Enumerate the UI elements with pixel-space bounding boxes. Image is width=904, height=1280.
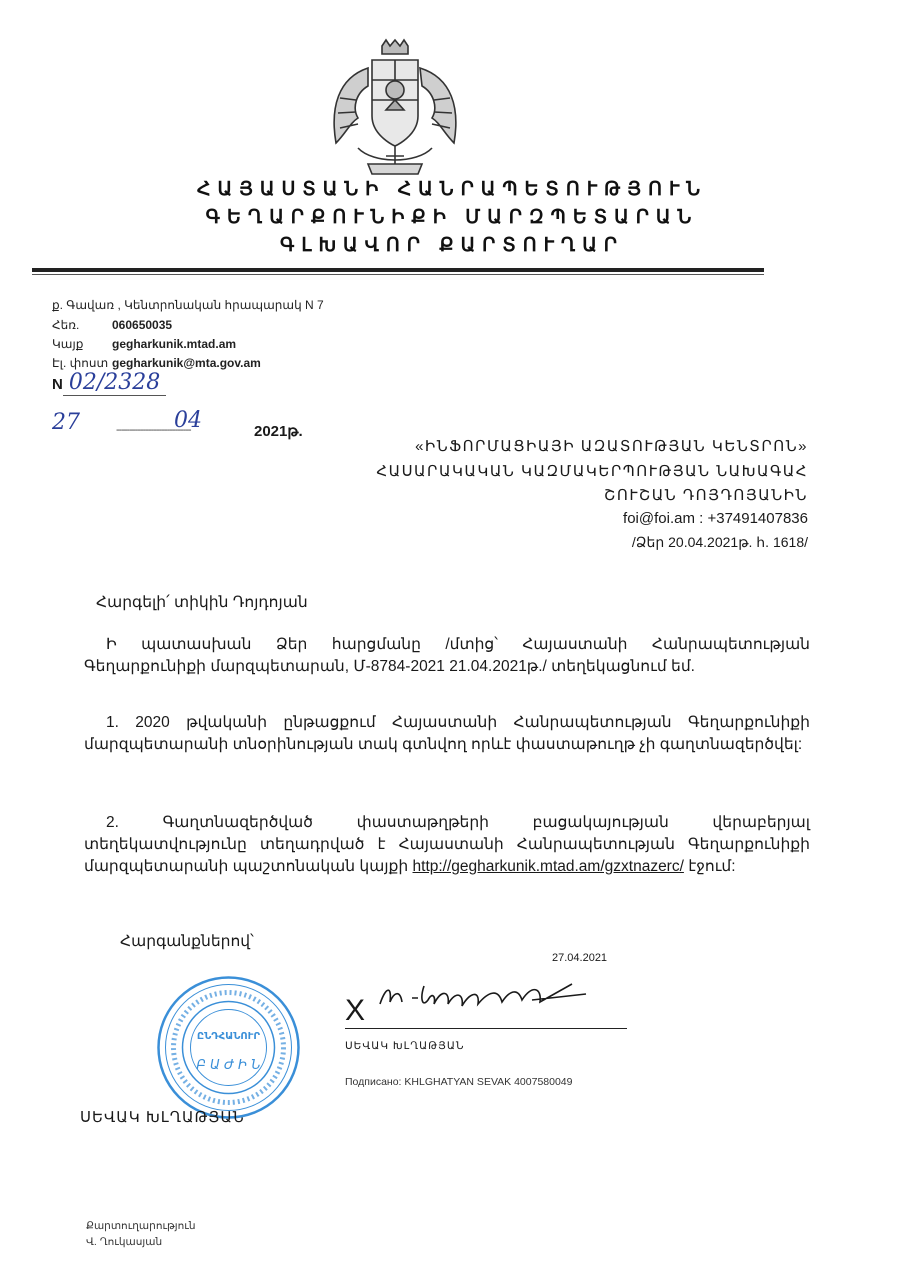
phone-label: Հեռ. <box>52 318 80 332</box>
number-prefix: N <box>52 376 63 393</box>
point-1-paragraph: 1. 2020 թվականի ընթացքում Հայաստանի Հանրապետության Գեղարքունիքի մարզպետարանի տնօրինության տակ գտնվող որևէ փաստաթուղթ չի գաղտնազերծվել: <box>84 714 810 753</box>
header-office: ԳԵՂԱՐՔՈՒՆԻՔԻ ՄԱՐԶՊԵՏԱՐԱՆ <box>205 207 699 228</box>
point-2-tail: էջում: <box>683 858 736 875</box>
recipient-position: ՀԱՍԱՐԱԿԱԿԱՆ ԿԱԶՄԱԿԵՐՊՈՒԹՅԱՆ ՆԱԽԱԳԱՀ <box>376 463 808 480</box>
coat-of-arms-emblem <box>328 38 462 180</box>
greeting: Հարգելի՛ տիկին Դոյդոյան <box>96 594 308 611</box>
site-value: gegharkunik.mtad.am <box>112 337 237 351</box>
recipient-contact: foi@foi.am : +37491407836 <box>623 510 808 527</box>
outgoing-date <box>52 408 322 440</box>
point-2-text: 2. Գաղտնազերծված փաստաթղթերի բացակայության վերաբերյալ տեղեկատվությունը տեղադրված է Հայաստանի Հանրապետության Գեղարքունիքի մարզպետարանի պաշտոնական կայքի <box>84 814 810 875</box>
header-country: ՀԱՅԱՍՏԱՆԻ ՀԱՆՐԱՊԵՏՈՒԹՅՈՒՆ <box>196 179 708 200</box>
recipient-org: «ԻՆՖՈՐՄԱՑԻԱՅԻ ԱԶԱՏՈՒԹՅԱՆ ԿԵՆՏՐՈՆ» <box>415 438 808 455</box>
recipient-name: ՇՈՒՇԱՆ ԴՈՅԴՈՅԱՆԻՆ <box>604 487 808 504</box>
recipient-reference: /Ձեր 20.04.2021թ. հ. 1618/ <box>631 534 808 550</box>
handwritten-month: 04 <box>174 408 202 433</box>
header-divider-thin <box>32 274 764 275</box>
footer-secretariat: Քարտուղարություն <box>86 1220 196 1232</box>
handwritten-day: 27 <box>52 410 80 435</box>
contact-phone <box>52 318 172 332</box>
contact-site <box>52 337 236 351</box>
closing: Հարգանքներով՝ <box>120 933 254 950</box>
signature-x-mark: X <box>345 994 366 1027</box>
stamp-center-bottom: Բ Ա Ժ Ի Ն <box>196 1058 261 1073</box>
contact-address <box>52 298 324 312</box>
address-text: ք. Գավառ , Կենտրոնական հրապարակ N 7 <box>52 298 324 312</box>
intro-paragraph: Ի պատասխան Ձեր հարցմանը /մտից՝ Հայաստանի Հանրապետության Գեղարքունիքի մարզպետարան, Մ-8784-2021 21.04.2021թ./ տեղեկացնում եմ. <box>84 636 810 675</box>
contact-email <box>52 356 261 370</box>
phone-value: 060650035 <box>112 318 173 332</box>
email-value: gegharkunik@mta.gov.am <box>112 356 261 370</box>
official-stamp <box>156 975 301 1120</box>
header-divider <box>32 268 764 272</box>
signature-date: 27.04.2021 <box>552 952 608 964</box>
footer-executor: Վ. Ղուկասյան <box>86 1236 163 1248</box>
stamp-center-top: ԸՆԴՀԱՆՈՒՐ <box>196 1031 261 1042</box>
outgoing-number <box>52 370 166 395</box>
email-label: Էլ. փոստ <box>52 356 109 370</box>
handwritten-number: 02/2328 <box>63 370 166 396</box>
point-2-paragraph <box>84 812 810 878</box>
header-department: ԳԼԽԱՎՈՐ ՔԱՐՏՈՒՂԱՐ <box>280 235 624 256</box>
signed-by: Подписано: KHLGHATYAN SEVAK 4007580049 <box>345 1076 573 1088</box>
date-year: 2021թ. <box>254 423 303 440</box>
signer-caps: ՍԵՎԱԿ ԽԼՂԱԹՅԱՆ <box>345 1040 465 1052</box>
site-label: Կայք <box>52 337 84 351</box>
signature-line <box>345 1028 627 1029</box>
signer-name-typed: ՍԵՎԱԿ ԽԼՂԱԹՅԱՆ <box>80 1109 245 1126</box>
gzxtnazerc-link[interactable]: http://gegharkunik.mtad.am/gzxtnazerc/ <box>412 858 684 875</box>
date-dashes: ---------------------------- <box>116 424 191 436</box>
signature-scribble-icon <box>372 978 592 1018</box>
